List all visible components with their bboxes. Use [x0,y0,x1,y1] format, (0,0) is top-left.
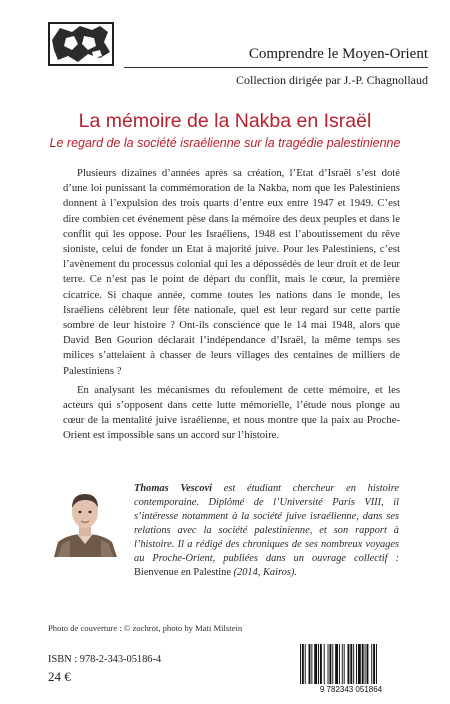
book-subtitle: Le regard de la société israélienne sur la tragédie palestinienne [49,136,401,150]
blurb-paragraph: En analysant les mécanismes du refoulement de cette mémoire, et les acteurs qui s’opposent dans cette lutte mémorielle, l’étude nous plonge au cœur de la mentalité juive israélienne, et nous montre que la paix au Proche-Orient est impossible sans un accord sur l’histoire. [63,383,400,442]
barcode-bars [300,644,377,684]
series-title: Comprendre le Moyen-Orient [248,46,428,62]
author-work-meta: (2014, Kairos). [230,567,297,578]
author-work-title: Bienvenue en Palestine [134,567,231,578]
series-divider [124,67,428,68]
barcode-number: 9 782343 051864 [319,685,383,694]
author-photo [48,482,123,557]
barcode [294,642,408,694]
blurb-paragraph: Plusieurs dizaines d’années après sa création, l’Etat d’Israël s’est doté d’une loi punissant la commémoration de la Nakba, nom que les Palestiniens donnent à l’expulsion des trois quarts d’entre eux entre 1947 et 1949. C’est dire combien cet événement pèse dans la mémoire des deux peuples et dans le conflit qui les oppose. Pour les Israéliens, 1948 est l’aboutissement du rêve sioniste, celui de fonder un Etat à majorité juive. Pour les Palestiniens, c’est l’avènement du processus colonial qui les a dépossédés de leur droit et de leur terre. Ce n’est pas le point de départ du conflit, mais le cœur, la première cicatrice. Si chaque année, comme toutes les nations dans le monde, les Israéliens célèbrent leur fête nationale, quel est leur regard sur cette partie sombre de leur histoire ? Ont-ils conscience que le 14 mai 1948, alors que David Ben Gourion déclarait l’indépendance d’Israël, la même temps ses milices s’attelaient à chasser de leurs villages des centaines de milliers de Palestiniens ? [63,167,400,377]
book-title: La mémoire de la Nakba en Israël [78,110,372,132]
series-editor: Collection dirigée par J.-P. Chagnollaud [236,73,428,87]
photo-credit: Photo de couverture : © zochrot, photo by Mati Milstein [48,623,243,633]
author-name: Thomas Vescovi [134,483,213,494]
isbn: ISBN : 978-2-343-05186-4 [48,654,162,665]
blurb [63,166,400,448]
author-bio [134,482,399,580]
price: 24 € [48,669,71,684]
author-bio-text: est étudiant chercheur en histoire contemporaine. Diplômé de l’Université Paris VIII, il s’intéresse notamment à la société juive israélienne, dans ses relations avec la société palestinienne, et son rapport à l’histoire. Il a rédigé des chroniques de ses nombreux voyages au Proche-Orient, publiées dans un ouvrage collectif : [134,483,399,564]
